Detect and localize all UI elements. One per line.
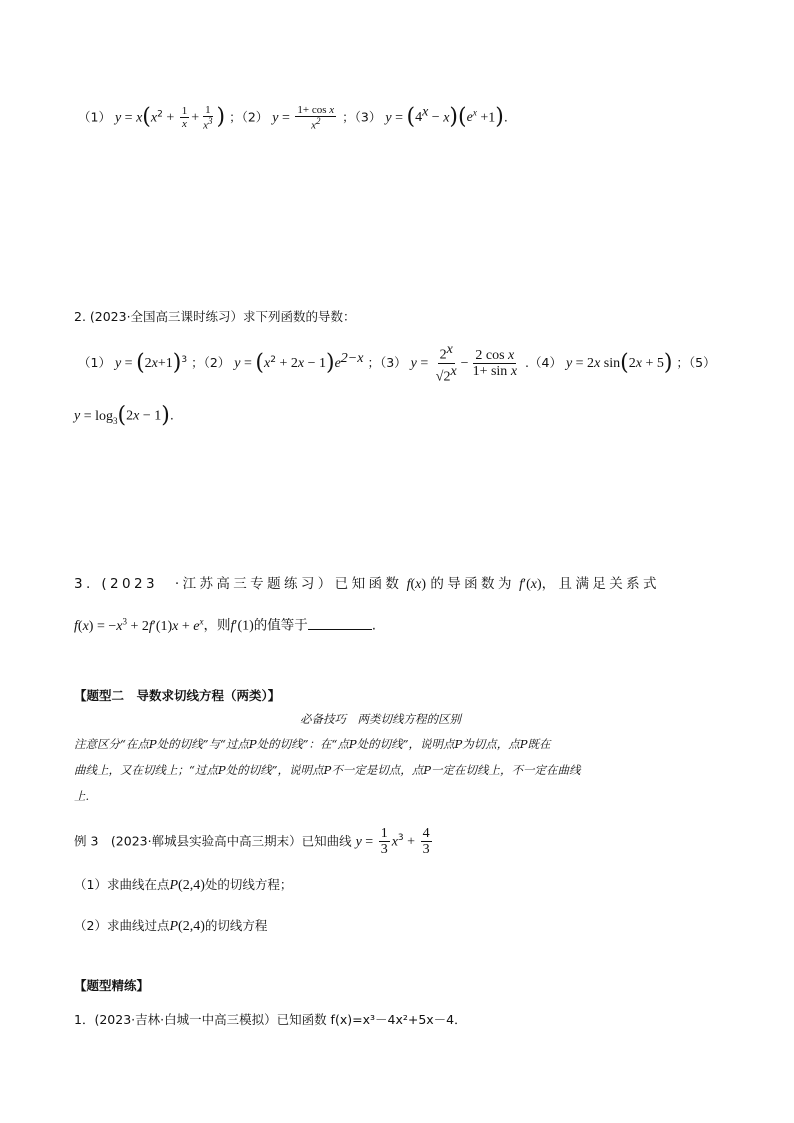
tip-line-2: 曲线上，又在切线上；“过点P处的切线”，说明点P不一定是切点，点P一定在切线上，不一定在曲线 xyxy=(74,763,581,777)
problem-2-line-2: $y = \log_3(2x - 1)$. xyxy=(74,403,174,428)
section-2-title: 【题型二 导数求切线方程（两类）】 xyxy=(74,688,281,703)
practice-title: 【题型精练】 xyxy=(74,978,150,993)
p1-formula-1: y xyxy=(114,110,122,126)
p1-formula-2: y xyxy=(272,110,279,126)
problem-3-line-1: 3. (2023 ·江苏高三专题练习）已知函数 f(x) 的导函数为 f′(x)，且满足关系式 xyxy=(74,576,660,592)
p1-formula-3: y xyxy=(385,110,392,126)
answer-blank[interactable] xyxy=(308,617,372,630)
p1-label-3: ；（3） xyxy=(342,109,382,125)
p1-label-1: （1） xyxy=(78,109,111,125)
example-3-q2: （2）求曲线过点P(2,4)的切线方程 xyxy=(74,918,268,934)
tip-line-3: 上. xyxy=(74,789,90,803)
p1-label-2: ；（2） xyxy=(229,109,269,125)
example-3-q1: （1）求曲线在点P(2,4)处的切线方程； xyxy=(74,877,293,893)
p1-end: . xyxy=(503,109,508,125)
tip-title: 必备技巧 两类切线方程的区别 xyxy=(300,712,461,726)
problem-2-heading: 2. (2023·全国高三课时练习）求下列函数的导数： xyxy=(74,309,356,324)
practice-q1: 1．(2023·吉林·白城一中高三模拟）已知函数 f(x)=x³－4x²+5x－4． xyxy=(74,1012,467,1027)
example-3-heading: 例 3 (2023·郸城县实验高中高三期末）已知曲线 y = $\frac{1}{3}$ $x^3$ + $\frac{4}{3}$ xyxy=(74,826,430,858)
problem-3-line-2: $f(x) = -x^3 + 2f'(1)x + e^x$，则f′(1)的值等于 . xyxy=(74,616,377,634)
problem-2-line-1: （1） $y = (2x+1)^3$ ；（2） $y = (x^2 + 2x - 1)e^{2-x}$ ；（3） y = $\frac{2^x}{√2^x}$ − $\frac{\text{2 cos x}}{\text{1+ sin x}}$ .（4） y = 2x sin(2x + 5) ；（5） xyxy=(78,342,716,385)
problem-1-line: （1） $y = x(x^2$ + $\frac{1}{x}$ + $\frac{1}{x^3}$ ) ；（2） y = $\frac{\text{1+ cos x}}{x^2}$ ；（3） $y = (4^x - x)(e^x +1)$. xyxy=(78,104,508,132)
tip-line-1: 注意区分“在点P处的切线”与“过点P处的切线”：在“点P处的切线”，说明点P为切点，点P既在 xyxy=(74,737,551,751)
